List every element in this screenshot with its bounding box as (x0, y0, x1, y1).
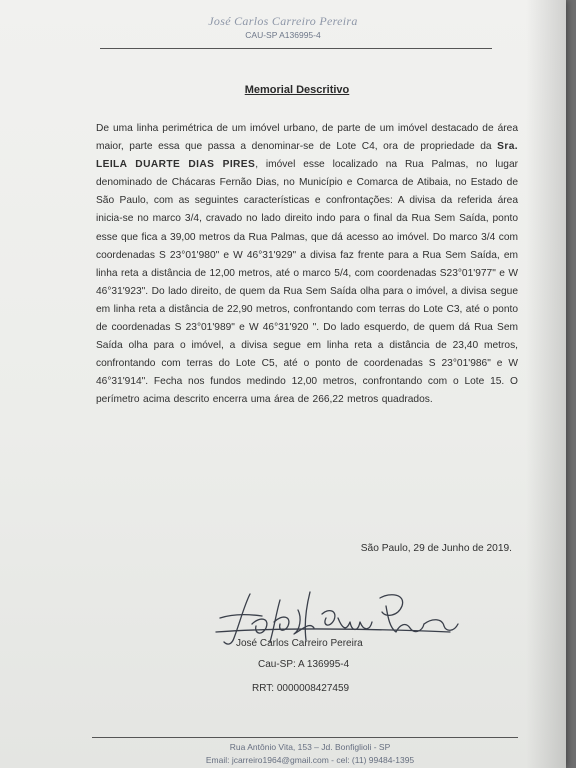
owner-name: LEILA DUARTE DIAS PIRES (96, 159, 256, 171)
body-text-2: , imóvel esse localizado na Rua Palmas, no lugar denominado de Chácaras Fernão Dias, no Município e Comarca de Atibaia, no Estado de São Paulo, com as seguintes características e confrontações: A divisa da referida área inicia-se no marco 3/4, cravado no lado direito indo para o final da Rua Sem Saída, ponto esse que fica a 39,00 metros da Rua Palmas, que dá acesso ao imóvel. Do marco 3/4 com coordenadas S 23°01'980" e W 46°31'929" a divisa faz frente para a Rua Sem Saída, em linha reta a distância de 12,00 metros, até o marco 5/4, com coordenadas S23°01'977" e W 46°31'923". Do lado direito, de quem da Rua Sem Saída olha para o imóvel, a divisa segue em linha reta a distância de 22,90 metros, confrontando com terras do Lote C3, até o ponto de coordenadas S 23°01'989" e W 46°31'920 ". Do lado esquerdo, de quem dá Rua Sem Saída olha para o imóvel, a divisa segue em linha reta a distância de 23,40 metros, confrontando com terras do Lote C5, até o ponto de coordenadas S 23°01'986" e W 46°31'914". Fecha nos fundos medindo 12,00 metros, confrontando com o Lote 15. O perímetro acima descrito encerra uma área de 266,22 metros quadrados. (96, 159, 519, 406)
footer-rule (92, 737, 518, 738)
body-text-1: De uma linha perimétrica de um imóvel urbano, de parte de um imóvel destacado de área maior, parte essa que passa a denominar-se de Lote C4, ora de propriedade da (96, 123, 518, 153)
memorial-body (96, 120, 518, 410)
signature-cau: Cau-SP: A 136995-4 (258, 659, 350, 670)
header-rule (100, 48, 492, 49)
owner-prefix: Sra. (497, 141, 518, 153)
document-date: São Paulo, 29 de Junho de 2019. (360, 543, 512, 554)
signature-name: José Carlos Carreiro Pereira (236, 638, 363, 649)
header-name: José Carlos Carreiro Pereira (208, 14, 358, 28)
header-cau: CAU-SP A136995-4 (245, 30, 321, 40)
document-title: Memorial Descritivo (244, 84, 350, 96)
footer-address: Rua Antônio Vita, 153 – Jd. Bonfiglioli - SP (229, 742, 391, 752)
footer-contact: Email: jcarreiro1964@gmail.com - cel: (11) 99484-1395 (205, 755, 415, 765)
signature-rrt: RRT: 0000008427459 (252, 683, 350, 694)
page-edge-shadow (526, 0, 566, 768)
